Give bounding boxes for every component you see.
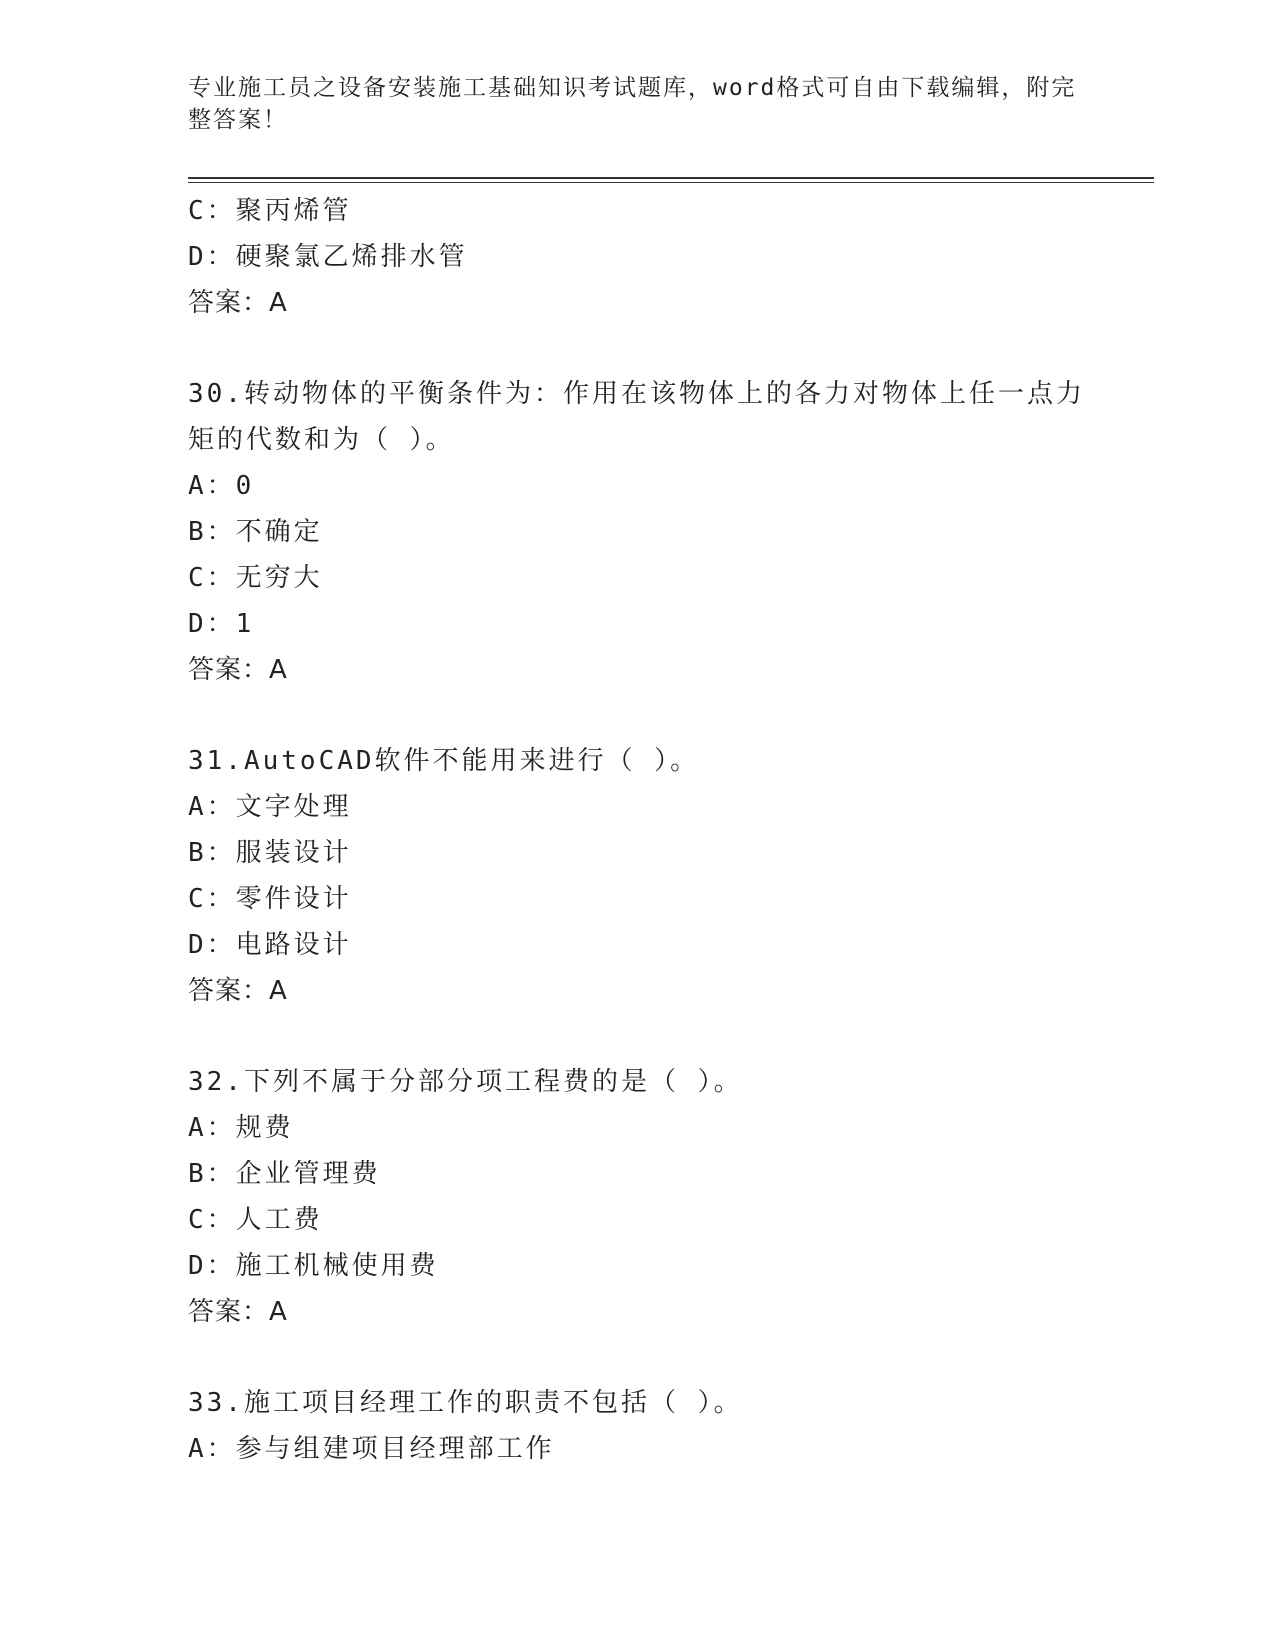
option-line: C：无穷大: [188, 563, 323, 593]
option-line: A：参与组建项目经理部工作: [188, 1434, 555, 1464]
option-line: A：规费: [188, 1113, 294, 1143]
option-line: B：企业管理费: [188, 1159, 381, 1189]
answer-line: 答案：A: [188, 288, 288, 318]
header-rule-thin: [188, 182, 1154, 183]
block-spacer: [188, 326, 1088, 371]
option-line: A：文字处理: [188, 792, 352, 822]
answer-line: 答案：A: [188, 1297, 288, 1327]
option-line: D：硬聚氯乙烯排水管: [188, 242, 468, 272]
block-spacer: [188, 693, 1088, 738]
question-text-line: 31.AutoCAD软件不能用来进行（ ）。: [188, 746, 700, 776]
block-spacer: [188, 1335, 1088, 1380]
option-line: D：施工机械使用费: [188, 1251, 439, 1281]
question-block: [188, 1380, 1088, 1472]
answer-line: 答案：A: [188, 655, 288, 685]
option-line: D：1: [188, 609, 255, 639]
question-block: [188, 1059, 1088, 1335]
question-text-line: 32.下列不属于分部分项工程费的是（ ）。: [188, 1067, 743, 1097]
option-line: B：不确定: [188, 517, 323, 547]
question-list: [188, 188, 1088, 1472]
option-line: C：人工费: [188, 1205, 323, 1235]
option-line: D：电路设计: [188, 930, 352, 960]
question-block: [188, 371, 1088, 693]
answer-line: 答案：A: [188, 976, 288, 1006]
option-line: A：0: [188, 471, 255, 501]
option-line: C：零件设计: [188, 884, 352, 914]
option-line: C：聚丙烯管: [188, 196, 352, 226]
question-text-line: 33.施工项目经理工作的职责不包括（ ）。: [188, 1388, 743, 1418]
option-line: B：服装设计: [188, 838, 352, 868]
question-block: [188, 738, 1088, 1014]
header-line-1: 专业施工员之设备安装施工基础知识考试题库，word格式可自由下载编辑，附完: [188, 75, 1077, 101]
block-spacer: [188, 1014, 1088, 1059]
header-rule-thick: [188, 177, 1154, 179]
question-text-line: 矩的代数和为（ ）。: [188, 425, 455, 455]
document-header: [188, 72, 1088, 136]
header-line-2: 整答案！: [188, 107, 288, 133]
question-text-line: 30.转动物体的平衡条件为：作用在该物体上的各力对物体上任一点力: [188, 379, 1085, 409]
question-block: [188, 188, 1088, 326]
